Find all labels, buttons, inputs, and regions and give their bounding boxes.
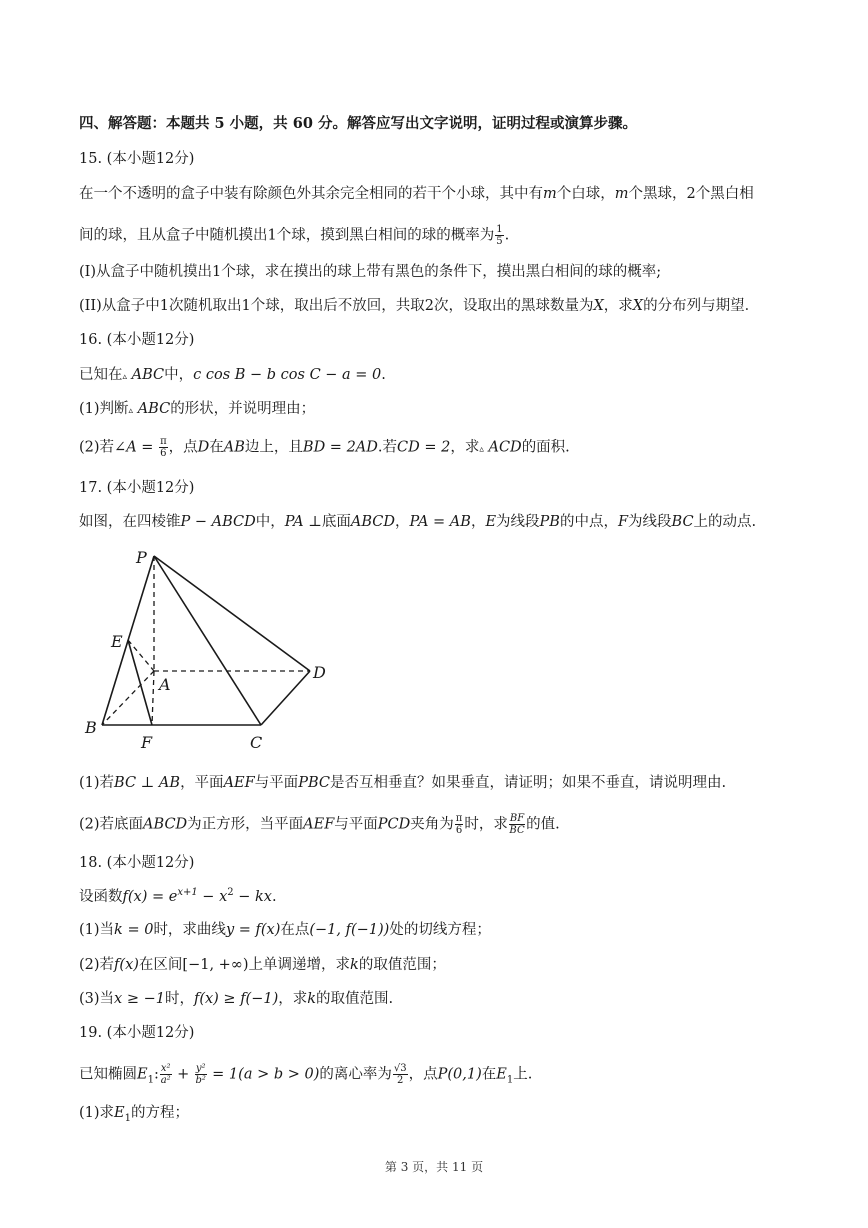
edge-pd (154, 556, 310, 671)
edge-ef (128, 640, 152, 725)
label-f: F (141, 733, 153, 752)
edge-af-hidden (152, 671, 154, 725)
label-p: P (136, 548, 147, 567)
q17-ratio-fraction: $\frac{BF}{BC}$ (509, 813, 525, 836)
q19-stem: 已知椭圆$E_1$: $\frac{\text{x²}}{\text{a²}}$ + $\frac{\text{y²}}{\text{b²}}$ = 1(a > b > 0)的离心率为 $\frac{√3}{2}$ ，点P(0,1)在$E_1$上. (79, 1063, 533, 1086)
label-e: E (111, 632, 123, 651)
label-a: A (159, 675, 171, 694)
q15-stem-line1: 在一个不透明的盒子中装有除颜色外其余完全相同的若干个小球，其中有m个白球，m个黑球，2个黑白相 (79, 186, 754, 202)
pyramid-diagram (80, 548, 340, 753)
page-footer: 第 3 页，共 11 页 (384, 1160, 484, 1174)
q16-part2: (2)若∠A = $\frac{\pi}{6}$ ，点D在AB边上，且BD = 2AD.若CD = 2，求▵ ACD的面积. (79, 436, 570, 459)
q19-header: 19. (本小题12分) (79, 1025, 195, 1041)
q15-stem-line2: 间的球，且从盒子中随机摸出1个球，摸到黑白相间的球的概率为 $\frac{1}{5}$ . (79, 224, 510, 247)
q15-probability-fraction: $\frac{1}{5}$ (496, 224, 503, 247)
edge-pc (154, 556, 261, 725)
q15-header: 15. (本小题12分) (79, 151, 195, 167)
q16-part1: (1)判断▵ ABC的形状，并说明理由； (79, 401, 316, 417)
q15-part2: (II)从盒子中1次随机取出1个球，取出后不放回，共取2次，设取出的黑球数量为X，求X的分布列与期望． (79, 298, 760, 314)
edge-cd (261, 671, 310, 725)
q17-angle-fraction: $\frac{\pi}{6}$ (455, 813, 463, 836)
q17-part1: (1)若BC ⊥ AB，平面AEF与平面PBC是否互相垂直？如果垂直，请证明；如果不垂直，请说明理由. (79, 775, 727, 791)
q16-header: 16. (本小题12分) (79, 332, 195, 348)
q18-stem: 设函数$f(x) = e^{x+1} - x^2$ − kx. (79, 887, 277, 905)
section-heading: 四、解答题：本题共 5 小题，共 60 分。解答应写出文字说明，证明过程或演算步骤。 (79, 115, 637, 132)
q18-header: 18. (本小题12分) (79, 855, 195, 871)
label-b: B (85, 718, 97, 737)
q18-part2: (2)若f(x)在区间[−1, +∞)上单调递增，求k的取值范围； (79, 957, 446, 973)
q15-part1: (I)从盒子中随机摸出1个球，求在摸出的球上带有黑色的条件下，摸出黑白相间的球的概率; (79, 264, 662, 280)
q17-part2: (2)若底面ABCD为正方形，当平面AEF与平面PCD夹角为 $\frac{\pi}{6}$ 时，求 $\frac{BF}{BC}$ 的值. (79, 813, 560, 836)
q18-part3: (3)当x ≥ −1时，f(x) ≥ f(−1)，求k的取值范围. (79, 991, 394, 1007)
q16-angle-fraction: $\frac{\pi}{6}$ (160, 436, 167, 459)
q18-part1: (1)当k = 0时，求曲线y = f(x)在点(−1, f(−1))处的切线方程； (79, 922, 491, 938)
q16-stem: 已知在▵ ABC中，c cos B − b cos C − a = 0. (79, 367, 386, 383)
q17-header: 17. (本小题12分) (79, 480, 195, 496)
label-d: D (313, 663, 326, 682)
q19-y-fraction: $\frac{\text{y²}}{\text{b²}}$ (195, 1063, 206, 1086)
q19-part1: (1)求$E_1$的方程； (79, 1105, 190, 1124)
label-c: C (250, 733, 263, 752)
q19-eccentricity-fraction: $\frac{√3}{2}$ (393, 1063, 407, 1086)
q17-stem: 如图，在四棱锥P − ABCD中，PA ⊥底面ABCD，PA = AB，E为线段PB的中点，F为线段BC上的动点. (79, 514, 757, 530)
pyramid-figure (80, 548, 340, 753)
q19-x-fraction: $\frac{\text{x²}}{\text{a²}}$ (160, 1063, 171, 1086)
